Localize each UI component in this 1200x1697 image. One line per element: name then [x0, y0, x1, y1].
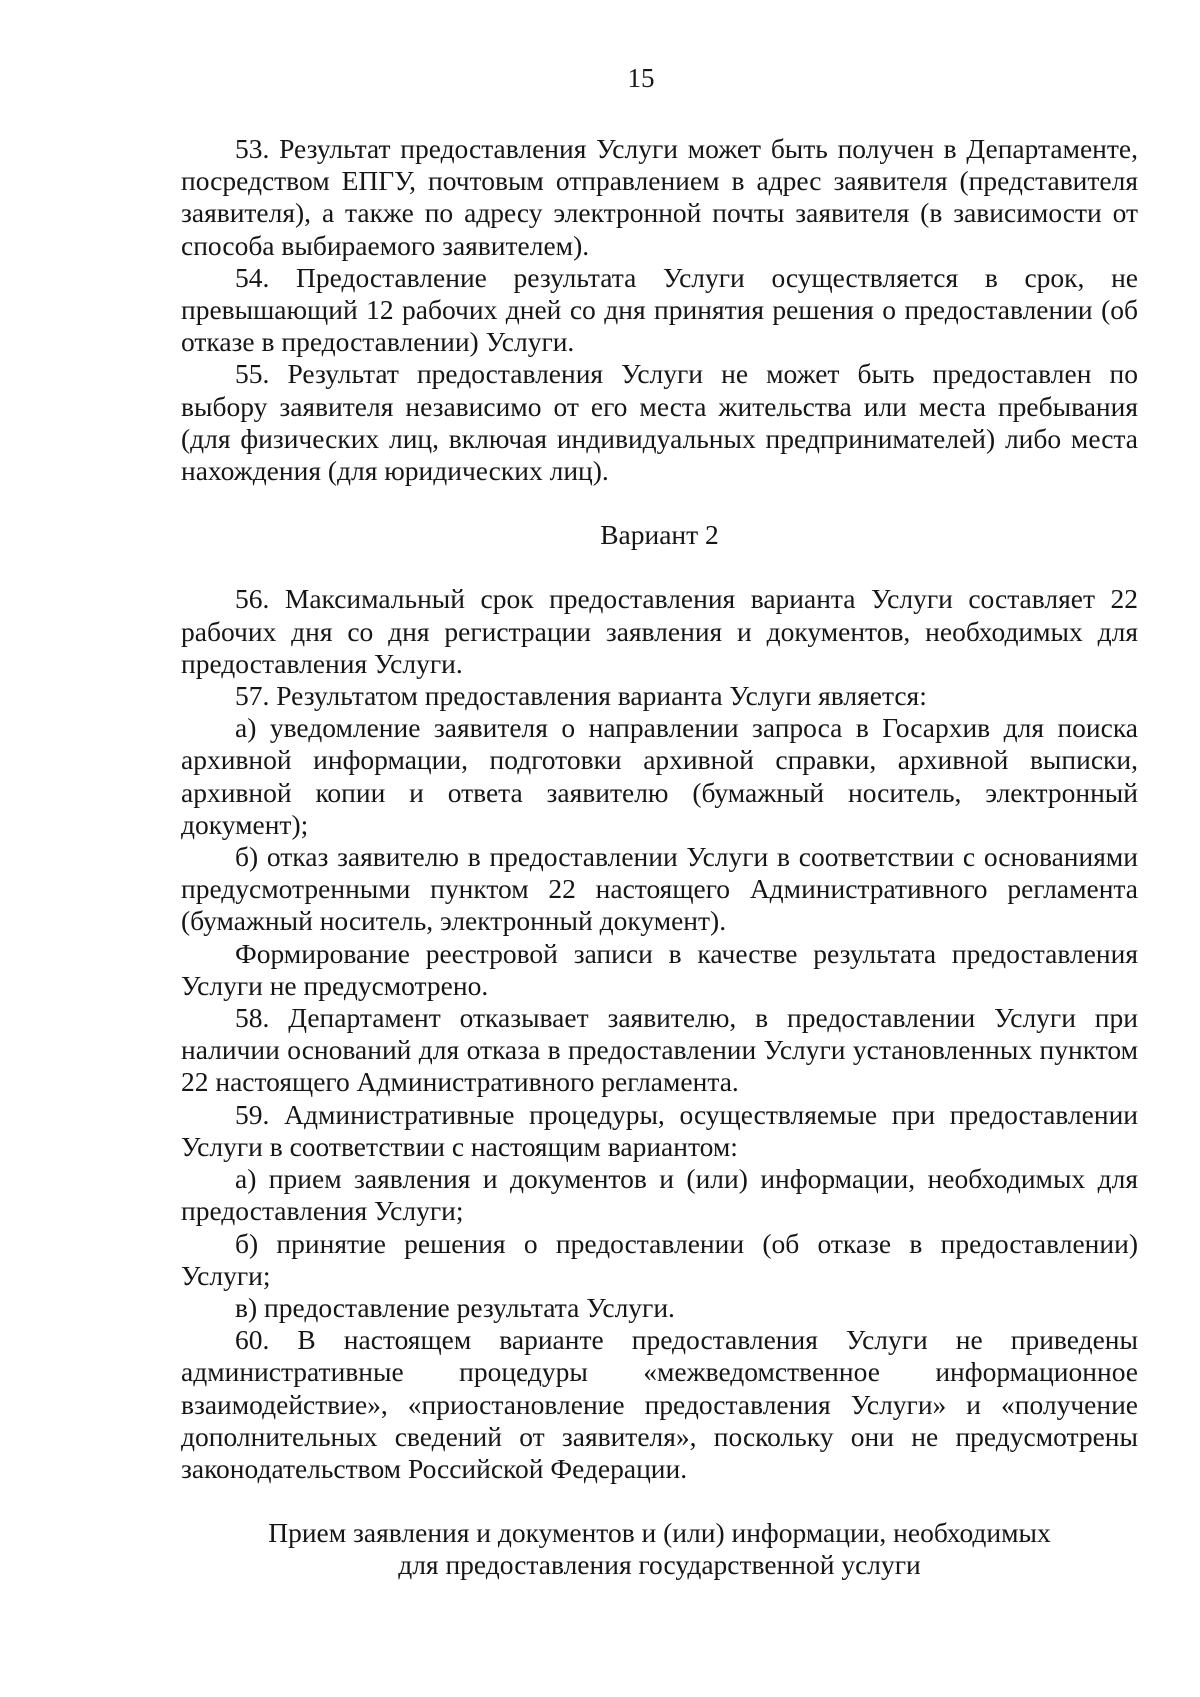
final-heading-line-1: Прием заявления и документов и (или) информации, необходимых — [268, 1517, 1051, 1549]
paragraph-registry-note: Формирование реестровой записи в качестве результата предоставления Услуги не предусмотрено. — [181, 937, 1138, 1001]
paragraph-60: 60. В настоящем варианте предоставления Услуги не приведены административные процедуры «межведомственное информационное взаимодействие», «приостановление предоставления Услуги» и «получение дополнительных сведений от заявителя», поскольку они не предусмотрены законодательством Российской Федерации. — [181, 1324, 1138, 1484]
paragraph-57-a: а) уведомление заявителя о направлении запроса в Госархив для поиска архивной информации, подготовки архивной справки, архивной выписки, архивной копии и ответа заявителю (бумажный носитель, электронный документ); — [181, 712, 1138, 840]
section-heading-variant-2: Вариант 2 — [600, 519, 719, 551]
paragraph-57-b: б) отказ заявителю в предоставлении Услуги в соответствии с основаниями предусмотренными пунктом 22 настоящего Административного регламента (бумажный носитель, электронный документ). — [181, 841, 1138, 937]
paragraph-59-c: в) предоставление результата Услуги. — [235, 1291, 675, 1323]
paragraph-53: 53. Результат предоставления Услуги может быть получен в Департаменте, посредством ЕПГУ, почтовым отправлением в адрес заявителя (представителя заявителя), а также по адресу электронной почты заявителя (в зависимости от способа выбираемого заявителем). — [181, 133, 1138, 261]
paragraph-55: 55. Результат предоставления Услуги не может быть предоставлен по выбору заявителя независимо от его места жительства или места пребывания (для физических лиц, включая индивидуальных предпринимателей) либо места нахождения (для юридических лиц). — [181, 358, 1138, 487]
section-heading-application-intake — [181, 1517, 1138, 1581]
paragraph-57: 57. Результатом предоставления варианта Услуги является: — [235, 680, 927, 712]
paragraph-59-b: б) принятие решения о предоставлении (об отказе в предоставлении) Услуги; — [181, 1227, 1138, 1291]
document-body — [181, 133, 1138, 1582]
paragraph-59: 59. Административные процедуры, осуществляемые при предоставлении Услуги в соответствии с настоящим вариантом: — [181, 1098, 1138, 1162]
page-number: 15 — [627, 63, 655, 93]
paragraph-56: 56. Максимальный срок предоставления варианта Услуги составляет 22 рабочих дня со дня регистрации заявления и документов, необходимых для предоставления Услуги. — [181, 583, 1138, 679]
paragraph-54: 54. Предоставление результата Услуги осуществляется в срок, не превышающий 12 рабочих дней со дня принятия решения о предоставлении (об отказе в предоставлении) Услуги. — [181, 261, 1138, 358]
final-heading-line-2: для предоставления государственной услуги — [398, 1549, 921, 1581]
paragraph-58: 58. Департамент отказывает заявителю, в предоставлении Услуги при наличии оснований для отказа в предоставлении Услуги установленных пунктом 22 настоящего Административного регламента. — [181, 1002, 1138, 1098]
paragraph-59-a: а) прием заявления и документов и (или) информации, необходимых для предоставления Услуги; — [181, 1163, 1138, 1227]
